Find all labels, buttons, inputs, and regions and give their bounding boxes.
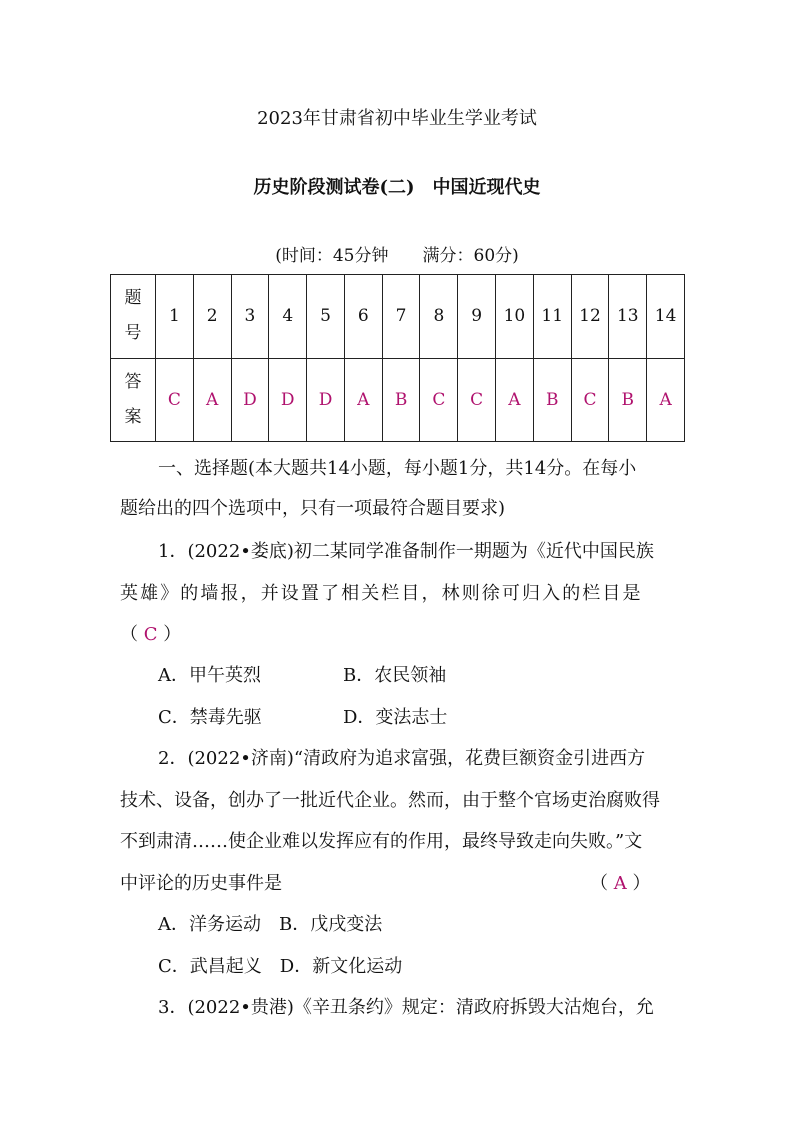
question-number-cell: 13: [609, 275, 647, 359]
q2-options-cd: C．武昌起义 D．新文化运动: [158, 956, 403, 977]
q3-stem-line1: 3．(2022•贵港)《辛丑条约》规定：清政府拆毁大沽炮台，允: [158, 997, 654, 1018]
q1-option-a: A．甲午英烈: [158, 665, 261, 686]
answer-cell: D: [269, 358, 307, 442]
exam-title: 2023年甘肃省初中毕业生学业考试: [257, 108, 537, 129]
q2-stem-line3: 不到肃清……使企业难以发挥应有的作用，最终导致走向失败。”文: [120, 831, 643, 852]
q1-answer: C: [143, 624, 158, 645]
q1-option-b: B．农民领袖: [343, 665, 447, 686]
question-number-cell: 7: [382, 275, 420, 359]
question-number-cell: 2: [193, 275, 231, 359]
answer-cell: A: [647, 358, 685, 442]
q1-answer-bracket: （ C ）: [120, 624, 182, 645]
question-number-cell: 6: [344, 275, 382, 359]
answer-cell: C: [458, 358, 496, 442]
answer-row: [111, 358, 685, 442]
answer-cell: D: [307, 358, 345, 442]
question-number-cell: 10: [496, 275, 534, 359]
question-number-cell: 8: [420, 275, 458, 359]
q2-answer: A: [613, 873, 627, 894]
question-number-cell: 11: [533, 275, 571, 359]
q2-stem-line2: 技术、设备，创办了一批近代企业。然而，由于整个官场吏治腐败得: [120, 790, 660, 811]
q2-stem-line4: 中评论的历史事件是: [120, 873, 282, 894]
q1-option-c: C．禁毒先驱: [158, 707, 262, 728]
exam-subtitle: 历史阶段测试卷(二) 中国近现代史: [253, 177, 541, 198]
question-number-cell: 5: [307, 275, 345, 359]
question-number-cell: 4: [269, 275, 307, 359]
answer-cell: A: [344, 358, 382, 442]
q1-stem-line1: 1．(2022•娄底)初二某同学准备制作一期题为《近代中国民族: [158, 541, 654, 562]
q2-options-ab: A．洋务运动 B．戊戌变法: [158, 914, 383, 935]
question-number-cell: 3: [231, 275, 269, 359]
answer-table: [110, 274, 685, 442]
question-number-row: [111, 275, 685, 359]
section-heading-line2: 题给出的四个选项中，只有一项最符合题目要求): [120, 498, 506, 519]
time-info: (时间：45分钟 满分：60分): [275, 246, 519, 266]
answer-label: 答 案: [111, 358, 156, 442]
q2-answer-bracket: （ A ）: [590, 873, 651, 894]
answer-cell: B: [533, 358, 571, 442]
question-number-label: 题 号: [111, 275, 156, 359]
answer-cell: B: [382, 358, 420, 442]
answer-cell: C: [571, 358, 609, 442]
answer-cell: A: [496, 358, 534, 442]
question-number-cell: 9: [458, 275, 496, 359]
q1-option-d: D．变法志士: [343, 707, 448, 728]
answer-cell: C: [156, 358, 194, 442]
q2-stem-line1: 2．(2022•济南)“清政府为追求富强，花费巨额资金引进西方: [158, 748, 646, 769]
answer-cell: B: [609, 358, 647, 442]
question-number-cell: 12: [571, 275, 609, 359]
answer-cell: C: [420, 358, 458, 442]
q1-stem-line2: 英雄》的墙报，并设置了相关栏目，林则徐可归入的栏目是: [120, 583, 643, 604]
question-number-cell: 1: [156, 275, 194, 359]
question-number-cell: 14: [647, 275, 685, 359]
section-heading-line1: 一、选择题(本大题共14小题，每小题1分，共14分。在每小: [158, 458, 637, 479]
answer-cell: D: [231, 358, 269, 442]
answer-cell: A: [193, 358, 231, 442]
